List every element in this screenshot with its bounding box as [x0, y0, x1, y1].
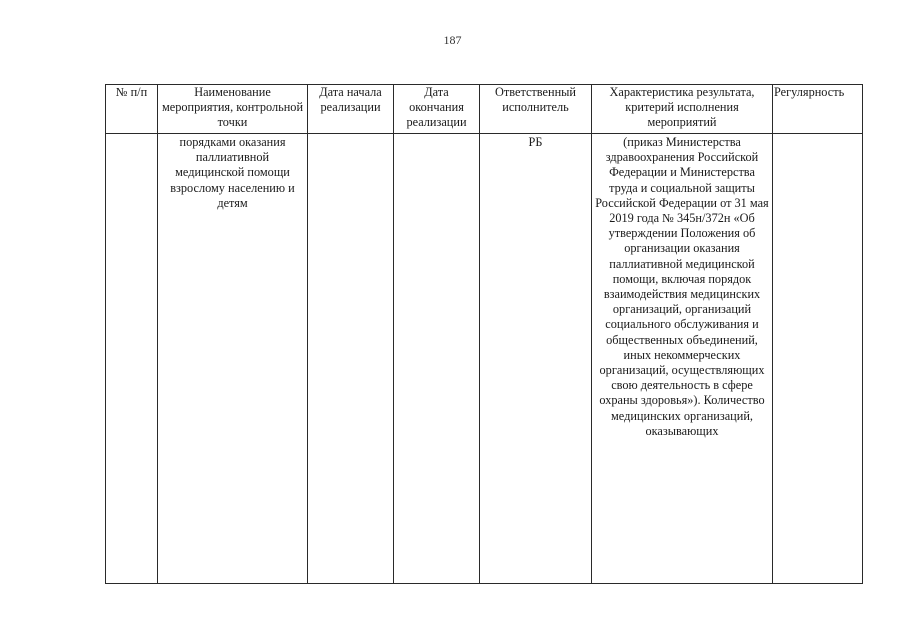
cell-start-date [308, 134, 394, 584]
cell-responsible: РБ [480, 134, 592, 584]
table-row [106, 134, 863, 584]
cell-number [106, 134, 158, 584]
header-characteristic: Характеристика результата, критерий исполнения мероприятий [592, 85, 773, 134]
header-end-date: Дата окончания реализации [394, 85, 480, 134]
header-start-date: Дата начала реализации [308, 85, 394, 134]
events-table [105, 84, 863, 584]
header-responsible: Ответственный исполнитель [480, 85, 592, 134]
cell-characteristic: (приказ Министерства здравоохранения Российской Федерации и Министерства труда и социальной защиты Российской Федерации от 31 мая 2019 года № 345н/372н «Об утверждении Положения об организации оказания паллиативной медицинской помощи, включая порядок взаимодействия медицинских организаций, организаций социального обслуживания и общественных объединений, иных некоммерческих организаций, осуществляющих свою деятельность в сфере охраны здоровья»). Количество медицинских организаций, оказывающих [592, 134, 773, 584]
header-regularity: Регулярность [773, 85, 863, 134]
header-event-name: Наименование мероприятия, контрольной точки [158, 85, 308, 134]
header-number: № п/п [106, 85, 158, 134]
table-header-row [106, 85, 863, 134]
cell-regularity [773, 134, 863, 584]
cell-event-name: порядками оказания паллиативной медицинской помощи взрослому населению и детям [158, 134, 308, 584]
cell-end-date [394, 134, 480, 584]
page-number: 187 [443, 33, 462, 47]
